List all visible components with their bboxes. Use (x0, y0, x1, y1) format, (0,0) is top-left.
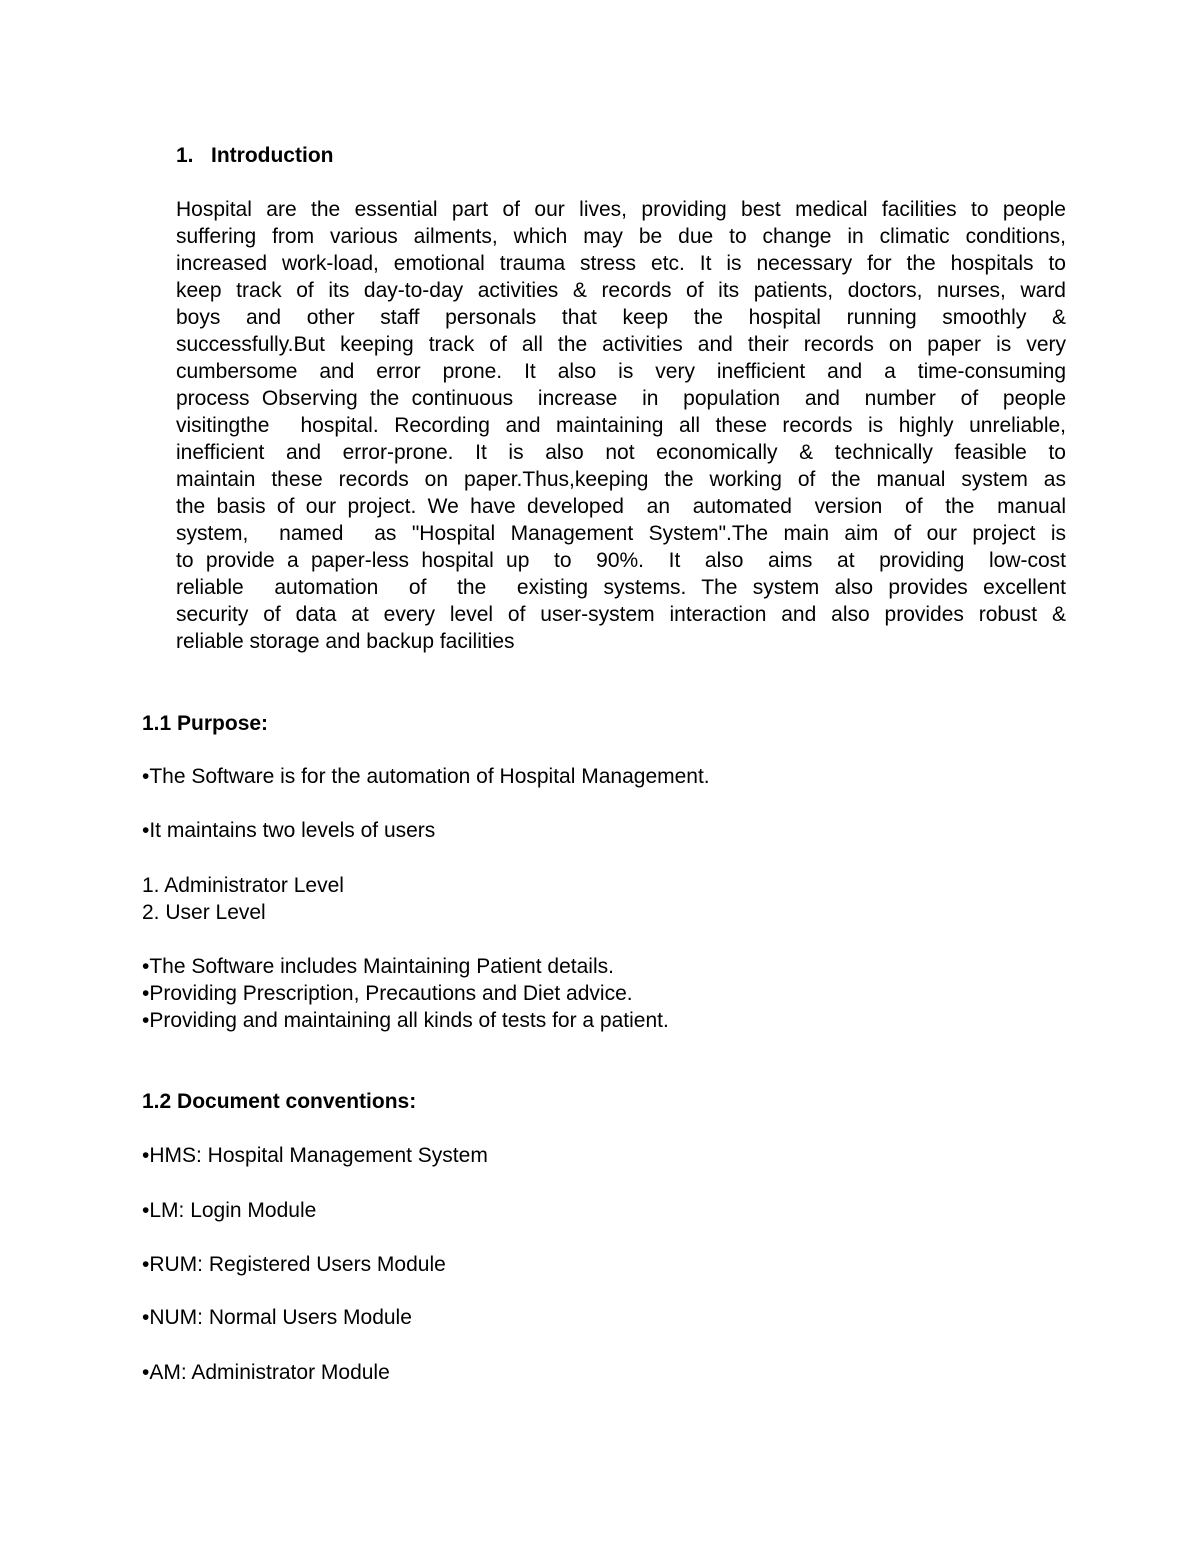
paragraph-line: inefficient and error-prone. It is also not economically & technically feasible to (176, 441, 1066, 464)
purpose-bullet: •The Software includes Maintaining Patient details. (142, 955, 614, 978)
convention-item: •HMS: Hospital Management System (142, 1144, 488, 1167)
introduction-paragraph (176, 196, 1066, 655)
paragraph-line: Hospital are the essential part of our lives, providing best medical facilities to people (176, 198, 1066, 221)
user-level-item: 1. Administrator Level (142, 874, 344, 897)
section-number: 1. (176, 144, 194, 167)
paragraph-line: reliable automation of the existing systems. The system also provides excellent (176, 576, 1066, 599)
purpose-bullet: •It maintains two levels of users (142, 819, 436, 842)
convention-item: •RUM: Registered Users Module (142, 1253, 446, 1276)
purpose-bullet: •Providing and maintaining all kinds of tests for a patient. (142, 1009, 669, 1032)
paragraph-line: keep track of its day-to-day activities & records of its patients, doctors, nurses, ward (176, 279, 1066, 302)
section-heading-conventions: 1.2 Document conventions: (142, 1090, 417, 1113)
convention-item: •NUM: Normal Users Module (142, 1306, 412, 1329)
paragraph-line: increased work-load, emotional trauma stress etc. It is necessary for the hospitals to (176, 252, 1066, 275)
user-level-item: 2. User Level (142, 901, 266, 924)
paragraph-line: security of data at every level of user-system interaction and also provides robust & (176, 603, 1066, 626)
paragraph-line: the basis of our project. We have developed an automated version of the manual (176, 495, 1066, 518)
paragraph-line: boys and other staff personals that keep the hospital running smoothly & (176, 306, 1066, 329)
convention-item: •AM: Administrator Module (142, 1361, 390, 1384)
paragraph-line: suffering from various ailments, which may be due to change in climatic conditions, (176, 225, 1066, 248)
convention-item: •LM: Login Module (142, 1199, 317, 1222)
paragraph-line: successfully.But keeping track of all the activities and their records on paper is very (176, 333, 1066, 356)
section-heading-purpose: 1.1 Purpose: (142, 712, 269, 735)
paragraph-line: visitingthe hospital. Recording and maintaining all these records is highly unreliable, (176, 414, 1066, 437)
paragraph-line: system, named as "Hospital Management System".The main aim of our project is (176, 522, 1066, 545)
paragraph-line: to provide a paper-less hospital up to 90%. It also aims at providing low-cost (176, 549, 1066, 572)
section-heading-introduction: Introduction (211, 144, 334, 167)
paragraph-line: process Observing the continuous increase in population and number of people (176, 387, 1066, 410)
purpose-bullet: •The Software is for the automation of Hospital Management. (142, 765, 710, 788)
paragraph-line: reliable storage and backup facilities (176, 630, 515, 653)
purpose-bullet: •Providing Prescription, Precautions and Diet advice. (142, 982, 633, 1005)
paragraph-line: cumbersome and error prone. It also is very inefficient and a time-consuming (176, 360, 1066, 383)
paragraph-line: maintain these records on paper.Thus,keeping the working of the manual system as (176, 468, 1066, 491)
